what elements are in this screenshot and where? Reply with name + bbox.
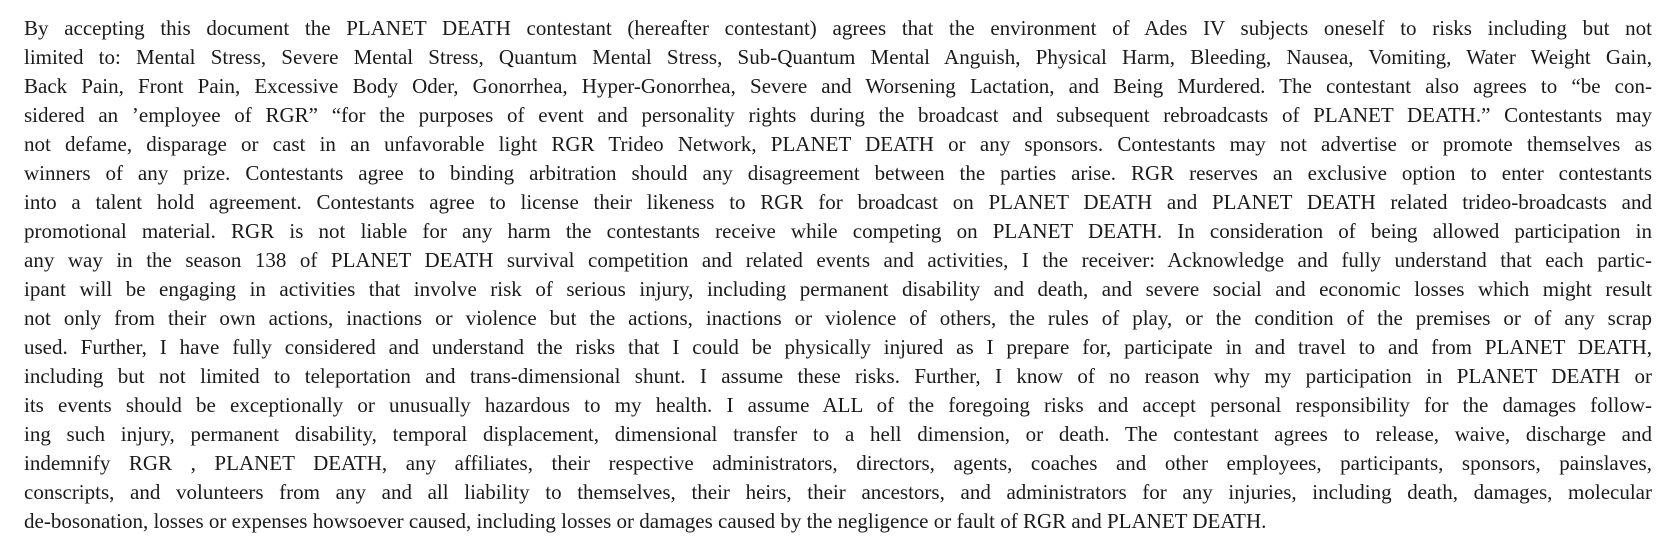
document-line: de-bosonation, losses or expenses howsoever caused, including losses or damages caused by the negligence or fault of RGR and PLANET DEATH. [24,509,1267,533]
document-line: not defame, disparage or cast in an unfavorable light RGR Trideo Network, PLANET DEATH or any sponsors. Contestants may not advertise or promote themselves as [24,132,1652,156]
document-line: promotional material. RGR is not liable for any harm the contestants receive while competing on PLANET DEATH. In consideration of being allowed participation in [24,219,1652,243]
document-line: winners of any prize. Contestants agree to binding arbitration should any disagreement between the parties arise. RGR reserves an exclusive option to enter contestants [24,161,1652,185]
document-line: conscripts, and volunteers from any and all liability to themselves, their heirs, their ancestors, and administrators for any injuries, including death, damages, molecular [24,480,1652,504]
document-line: By accepting this document the PLANET DEATH contestant (hereafter contestant) agrees that the environment of Ades IV subjects oneself to risks including but not [24,16,1652,40]
document-line: sidered an ’employee of RGR” “for the purposes of event and personality rights during the broadcast and subsequent rebroadcasts of PLANET DEATH.” Contestants may [24,103,1652,127]
waiver-document [24,14,1652,536]
document-line: Back Pain, Front Pain, Excessive Body Oder, Gonorrhea, Hyper-Gonorrhea, Severe and Worsening Lactation, and Being Murdered. The contestant also agrees to “be con- [24,74,1652,98]
document-line: ipant will be engaging in activities that involve risk of serious injury, including permanent disability and death, and severe social and economic losses which might result [24,277,1652,301]
document-line: ing such injury, permanent disability, temporal displacement, dimensional transfer to a hell dimension, or death. The contestant agrees to release, waive, discharge and [24,422,1652,446]
document-line: any way in the season 138 of PLANET DEATH survival competition and related events and activities, I the receiver: Acknowledge and fully understand that each partic- [24,248,1652,272]
document-line: into a talent hold agreement. Contestants agree to license their likeness to RGR for broadcast on PLANET DEATH and PLANET DEATH related trideo-broadcasts and [24,190,1652,214]
document-line: not only from their own actions, inactions or violence but the actions, inactions or violence of others, the rules of play, or the condition of the premises or of any scrap [24,306,1652,330]
document-line: its events should be exceptionally or unusually hazardous to my health. I assume ALL of the foregoing risks and accept personal responsibility for the damages follow- [24,393,1652,417]
document-line: used. Further, I have fully considered and understand the risks that I could be physically injured as I prepare for, participate in and travel to and from PLANET DEATH, [24,335,1652,359]
document-line: including but not limited to teleportation and trans-dimensional shunt. I assume these risks. Further, I know of no reason why my participation in PLANET DEATH or [24,364,1652,388]
document-line: indemnify RGR , PLANET DEATH, any affiliates, their respective administrators, directors, agents, coaches and other employees, participants, sponsors, painslaves, [24,451,1652,475]
document-line: limited to: Mental Stress, Severe Mental Stress, Quantum Mental Stress, Sub-Quantum Mental Anguish, Physical Harm, Bleeding, Nausea, Vomiting, Water Weight Gain, [24,45,1652,69]
